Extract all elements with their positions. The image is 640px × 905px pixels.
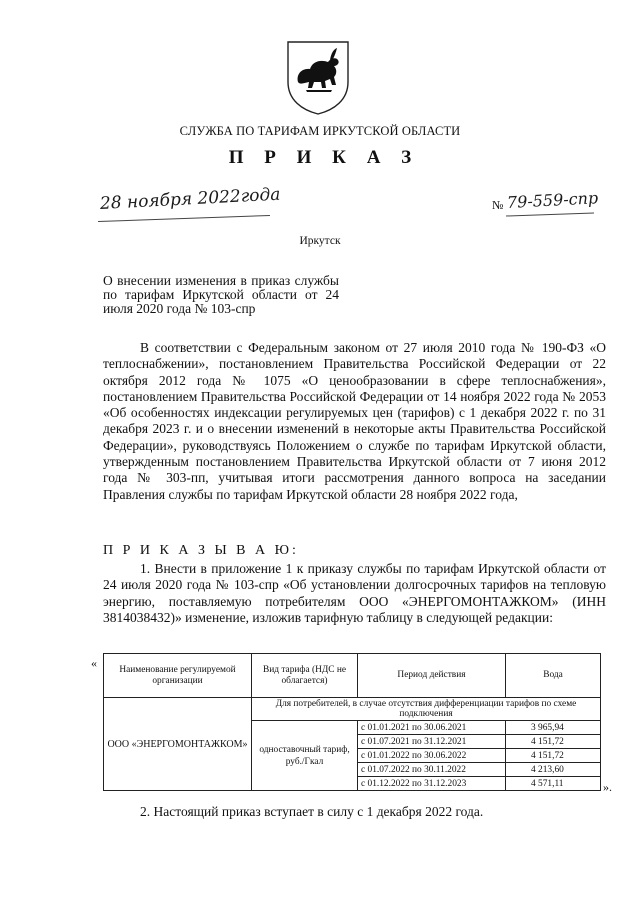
header-org: Наименование регулируемой организации (104, 654, 252, 698)
agency-name: СЛУЖБА ПО ТАРИФАМ ИРКУТСКОЙ ОБЛАСТИ (179, 124, 461, 138)
number-sign: № (492, 198, 504, 212)
date-underline (98, 215, 270, 222)
document-number: 79-559-спр (506, 188, 599, 212)
order-word: П Р И К А З Ы В А Ю: (103, 543, 299, 558)
table-header-row (104, 654, 601, 698)
condition-cell: Для потребителей, в случае отсутствия дифференциации тарифов по схеме подключения (252, 698, 601, 721)
quote-close: ». (603, 780, 612, 794)
header-period: Период действия (358, 654, 506, 698)
org-name-cell: ООО «ЭНЕРГОМОНТАЖКОМ» (104, 698, 252, 791)
quote-open: « (91, 656, 97, 670)
item-1-paragraph: 1. Внести в приложение 1 к приказу службы по тарифам Иркутской области от 24 июля 2020 года № 103-спр «Об установлении долгосрочных тарифов на тепловую энергию, поставляемую потребителям ООО «ЭНЕРГОМОНТАЖКОМ» (ИНН 3814038432)» изменение, изложив тарифную таблицу в следующей редакции: (103, 561, 606, 625)
header-tariff-type: Вид тарифа (НДС не облагается) (252, 654, 358, 698)
period-cell: с 01.12.2022 по 31.12.2023 (358, 777, 506, 791)
city: Иркутск (299, 235, 341, 247)
document-subject: О внесении изменения в приказ службы по тарифам Иркутской области от 24 июля 2020 года № 103-спр (103, 273, 339, 317)
period-cell: с 01.07.2022 по 30.11.2022 (358, 763, 506, 777)
tariff-type-cell: одноставочный тариф, руб./Гкал (252, 721, 358, 791)
value-cell: 4 571,11 (506, 777, 601, 791)
tariff-table (103, 653, 601, 791)
document-type: П Р И К А З (228, 147, 420, 168)
document-date: 28 ноября 2022года (99, 184, 281, 214)
number-underline (506, 212, 594, 216)
period-cell: с 01.07.2021 по 31.12.2021 (358, 735, 506, 749)
value-cell: 4 151,72 (506, 749, 601, 763)
table-row (104, 698, 601, 721)
item-2-paragraph: 2. Настоящий приказ вступает в силу с 1 декабря 2022 года. (140, 804, 484, 819)
preamble-paragraph: В соответствии с Федеральным законом от 27 июля 2010 года № 190-ФЗ «О теплоснабжении», постановлением Правительства Российской Федерации от 22 октября 2012 года № 1075 «О ценообразовании в сфере теплоснабжения», постановлением Правительства Российской Федерации от 14 ноября 2022 года № 2053 «Об особенностях индексации регулируемых цен (тарифов) с 1 декабря 2022 г. по 31 декабря 2023 г. и о внесении изменений в некоторые акты Правительства Российской Федерации», руководствуясь Положением о службе по тарифам Иркутской области, утвержденным постановлением Правительства Иркутской области от 7 июня 2012 года № 303-пп, учитывая итоги рассмотрения данного вопроса на заседании Правления службы по тарифам Иркутской области 28 ноября 2022 года, (103, 340, 606, 502)
period-cell: с 01.01.2021 по 30.06.2021 (358, 721, 506, 735)
coat-of-arms-emblem (284, 38, 352, 116)
value-cell: 4 151,72 (506, 735, 601, 749)
value-cell: 3 965,94 (506, 721, 601, 735)
header-value: Вода (506, 654, 601, 698)
period-cell: с 01.01.2022 по 30.06.2022 (358, 749, 506, 763)
value-cell: 4 213,60 (506, 763, 601, 777)
